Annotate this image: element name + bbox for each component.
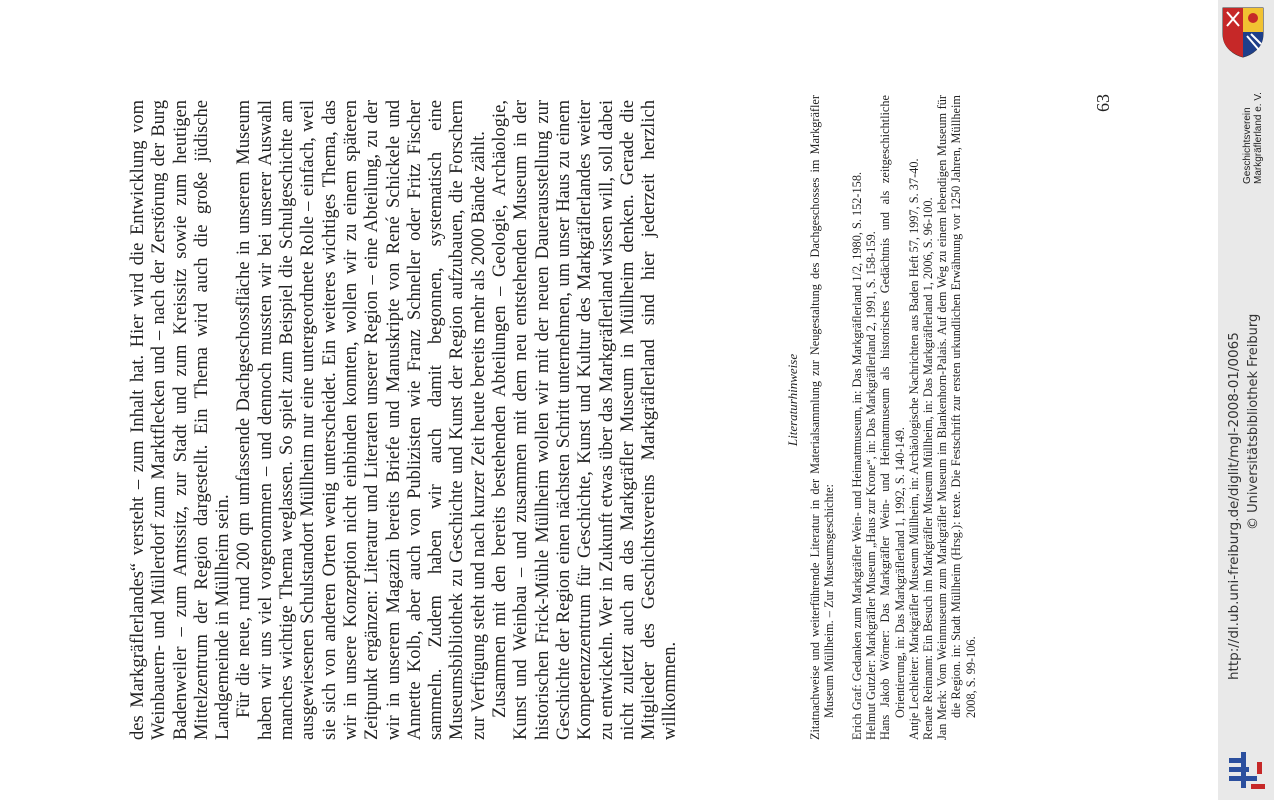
society-line-2: Markgräflerland e. V. (1253, 92, 1264, 184)
page-number: 63 (1093, 94, 1113, 112)
society-name (1242, 92, 1274, 184)
literature-heading: Literaturhinweise (785, 353, 800, 447)
document-url-link[interactable]: http://dl.ub.uni-freiburg.de/diglit/mgl-2008-01/0065 (1226, 332, 1242, 680)
literature-list (850, 95, 978, 740)
literature-item: Erich Graf: Gedanken zum Markgräfler Wein- und Heimatmuseum, in: Das Markgräflerland 1/2, 1980, S. 152-158. (850, 171, 864, 740)
coat-of-arms-icon (1221, 6, 1265, 58)
paragraph-1: des Markgräflerlandes“ versteht – zum Inhalt hat. Hier wird die Entwicklung vom Weinbauern- und Müllerdorf zum Marktflecken und – nach der Zerstörung der Burg Badenweiler – zum Amtssitz, zur Stadt und zum Kreissitz sowie zum heutigen Mittelzentrum der Region dargestellt. Ein Thema wird auch die große jüdische Landgemeinde in Müllheim sein. (128, 100, 234, 740)
literature-item: Renate Reimann: Ein Besuch im Markgräfler Museum Müllheim, in: Das Markgräflerland 1, 2006, S. 96-100. (921, 197, 936, 740)
literature-item: Antje Lechleiter: Markgräfler Museum Müllheim, in: Archäologische Nachrichten aus Baden Heft 57, 1997, S. 37-40. (906, 158, 921, 740)
literature-item: Jan Merk: Vom Weinmuseum zum Markgräfler Museum im Blankenhorn-Palais. Auf dem Weg zu einem lebendigen Museum für die Region. in: Stadt Müllheim (Hrsg.): texte. Die Festschrift zur ersten urkundlichen Erwähnung vor 1250 Jahren, Müllheim 2008, S. 99-106. (935, 95, 978, 740)
paragraph-3: Zusammen mit den bereits bestehenden Abteilungen – Geologie, Archäologie, Kunst und Weinbau – und zusammen mit dem neu entstehenden Museum in der historischen Frick-Mühle Müllheim wollen wir mit der neuen Dauerausstellung zur Geschichte der Region einen nächsten Schritt unternehmen, um unser Haus zu einem Kompetenzzentrum für Geschichte, Kunst und Kultur des Markgräflerlandes weiter zu entwickeln. Wer in Zukunft etwas über das Markgräflerland wissen will, soll dabei nicht zuletzt auch an das Markgräfler Museum in Müllheim denken. Gerade die Mitglieder des Geschichtsvereins Markgräflerland sind hier jederzeit herzlich willkommen. (490, 100, 681, 740)
literature-intro (808, 95, 836, 740)
copyright-notice: © Universitätsbibliothek Freiburg (1246, 313, 1261, 530)
paragraph-2: Für die neue, rund 200 qm umfassende Dachgeschossfläche in unserem Museum haben wir uns viel vorgenommen – und dennoch mussten wir bei unserer Auswahl manches wichtige Thema weglassen. So spielt zum Beispiel die Schulgeschichte am ausgewiesenen Schulstandort Müllheim nur eine untergeordnete Rolle – einfach, weil sie sich von anderen Orten wenig unterscheidet. Ein weiteres wichtiges Thema, das wir in unsere Konzeption nicht einbinden konnten, wollen wir zu einem späteren Zeitpunkt ergänzen: Literatur und Literaten unserer Region – eine Abteilung, zu der wir in unserem Magazin bereits Briefe und Manuskripte von René Schickele und Annette Kolb, aber auch von Publizisten wie Franz Schneller oder Fritz Fischer sammeln. Zudem haben wir auch damit begonnen, systematisch eine Museumsbibliothek zu Geschichte und Kunst der Region aufzubauen, die Forschern zur Verfügung steht und nach kurzer Zeit heute bereits mehr als 2000 Bände zählt. (234, 100, 489, 740)
literature-item: Helmut Gutzler: Markgräfler Museum „Haus zur Krone“, in: Das Markgräflerland 2, 1991, S. 158-159. (864, 231, 879, 740)
main-text-column (128, 100, 682, 740)
literature-item: Hans Jakob Wörner: Das Markgräfler Wein- und Heimatmuseum als historisches Gedächtnis und als zeitgeschichtliche Orientierung, in: Das Markgräflerland 1, 1992, S. 140-149. (878, 95, 907, 740)
literature-intro-text: Zitatnachweise und weiterführende Literatur in der Materialsammlung zur Neugestaltung des Dachgeschosses im Markgräfler Museum Müllheim. – Zur Museumsgeschichte: (808, 95, 837, 740)
university-library-logo-icon (1227, 748, 1269, 792)
society-line-1: Geschichtsverein (1242, 107, 1253, 184)
